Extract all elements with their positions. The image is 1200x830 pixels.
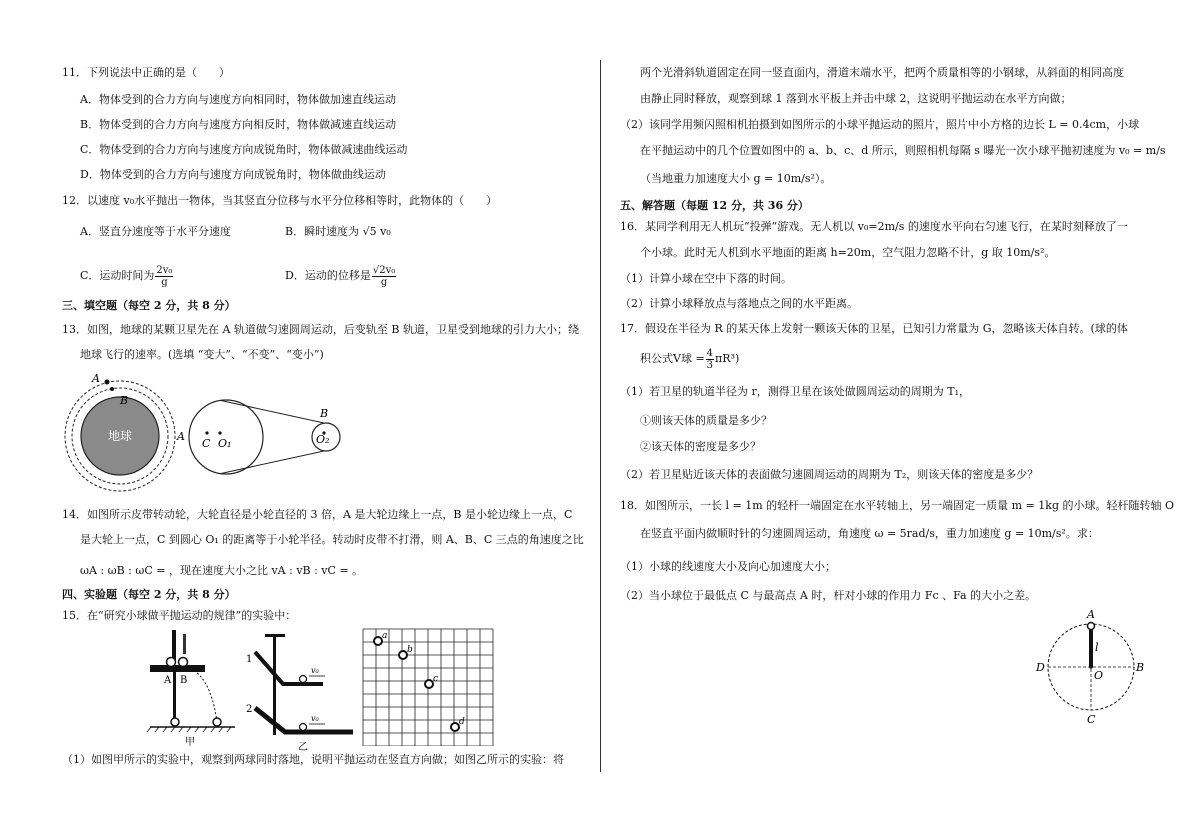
section-3-title: 三、填空题（每空 2 分，共 8 分） (62, 299, 236, 312)
satellite-b (110, 387, 114, 391)
label-o: O (1094, 669, 1104, 682)
label-d: d (459, 717, 465, 727)
label-a: A (1087, 608, 1095, 621)
belt-pulley-figure (172, 395, 352, 475)
q11-stem: 11．下列说法中正确的是（ ） (62, 66, 230, 79)
point-a (374, 637, 382, 645)
landed-a (171, 718, 179, 726)
q18-part2: （2）当小球位于最低点 C 与最高点 A 时，杆对小球的作用力 Fc 、Fa 的大小之差。 (620, 589, 1037, 602)
q17-part1a: ①则该天体的质量是多少？ (640, 414, 772, 427)
rod-circle-figure (1032, 607, 1150, 727)
q18-part1: （1）小球的线速度大小及向心加速度大小； (620, 560, 836, 573)
point-c (425, 680, 433, 688)
earth-label: 地球 (107, 429, 133, 443)
figure-jia (145, 626, 245, 751)
orbit-b-label: B (120, 394, 129, 407)
label-b: B (320, 407, 329, 420)
q15-part1: （1）如图甲所示的实验中，观察到两球同时落地，说明平抛运动在竖直方向做；如图乙所示的实验：将 (62, 753, 564, 766)
right-column (600, 0, 1200, 830)
q15-stem: 15．在“研究小球做平抛运动的规律”的实验中： (62, 609, 297, 622)
point-d (451, 723, 459, 731)
q17-part2: （2）若卫星贴近该天体的表面做匀速圆周运动的周期为 T₂，则该天体的密度是多少？ (620, 468, 1039, 481)
q14-line2: 是大轮上一点，C 到圆心 O₁ 的距离等于小轮半径。转动时皮带不打滑，则 A、B、C 三点的角速度之比 (80, 533, 584, 546)
q17-line1: 17．假设在半径为 R 的某天体上发射一颗该天体的卫星，已知引力常量为 G，忽略该天体自转。(球的体 (620, 322, 1128, 335)
label-c: C (1087, 713, 1096, 726)
q11-option-a: A．物体受到的合力方向与速度方向相同时，物体做加速直线运动 (80, 93, 396, 106)
ball-b (179, 658, 188, 667)
label-c: C (202, 437, 211, 450)
label-a: A (177, 430, 185, 443)
landed-b (213, 718, 221, 726)
belt-bottom (221, 451, 324, 474)
q13-line2: 地球飞行的速率。(选填 “变大”、“不变”、“变小”) (80, 348, 324, 361)
q12-option-c: C．运动时间为 $\frac{\text{2v₀}}{g}$ (80, 264, 173, 288)
v0-label-2: v₀ (311, 714, 319, 723)
label-a: A (164, 675, 172, 686)
label-2: 2 (246, 704, 253, 715)
clip (183, 634, 186, 654)
label-o1: O₁ (218, 437, 232, 450)
hammer-rod (172, 630, 176, 660)
label-b: b (407, 645, 413, 655)
q17-part1: （1）若卫星的轨道半径为 r，测得卫星在该处做圆周运动的周期为 T₁， (620, 385, 970, 398)
v0-label-1: v₀ (311, 666, 319, 675)
point-o1 (218, 431, 221, 434)
q12-option-d: D．运动的位移是 $\frac{\text{√2v₀}}{g}$ (285, 264, 396, 288)
q16-line1: 16．某同学利用无人机玩“投弹”游戏。无人机以 v₀=2m/s 的速度水平向右匀速飞行，在某时刻释放了一 (620, 220, 1128, 233)
grid-figure (362, 628, 496, 746)
platform (150, 665, 205, 672)
belt-top (221, 401, 324, 424)
q15-part2: （2）该同学用频闪照相机拍摄到如图所示的小球平抛运动的照片，照片中小方格的边长 L = 0.4cm，小球 (620, 118, 1140, 131)
ball (1088, 623, 1095, 630)
q18-line2: 在竖直平面内做顺时针的匀速圆周运动，角速度 ω = 5rad/s，重力加速度 g = 10m/s²。求： (640, 527, 1099, 540)
section-4-title: 四、实验题（每空 2 分，共 8 分） (62, 588, 236, 601)
q12-option-b: B．瞬时速度为 √5 v₀ (285, 225, 391, 238)
q12-stem: 12．以速度 v₀水平抛出一物体，当其竖直分位移与水平分位移相等时，此物体的（ ） (62, 194, 498, 207)
section-5-title: 五、解答题（每题 12 分，共 36 分） (620, 199, 809, 212)
satellite-a (105, 380, 110, 385)
q11-option-c: C．物体受到的合力方向与速度方向成锐角时，物体做减速曲线运动 (80, 143, 408, 156)
label-c: c (433, 674, 439, 684)
label-b: B (180, 675, 188, 686)
q15-part2-cont2: （当地重力加速度大小 g = 10m/s²）。 (640, 172, 832, 185)
pivot (1089, 665, 1093, 669)
caption-jia: 甲 (185, 737, 195, 748)
q15-part1-cont1: 两个光滑斜轨道固定在同一竖直面内，滑道末端水平，把两个质量相等的小钢球，从斜面的相同高度 (640, 66, 1124, 79)
q11-option-d: D．物体受到的合力方向与速度方向成锐角时，物体做曲线运动 (80, 168, 386, 181)
orbit-a-label: A (92, 372, 100, 385)
label-d: D (1036, 661, 1045, 674)
ball-1 (300, 676, 307, 683)
q13-line1: 13．如图，地球的某颗卫星先在 A 轨道做匀速圆周运动，后变轨至 B 轨道，卫星受到地球的引力大小；绕 (62, 323, 580, 336)
label-o2: O₂ (316, 433, 330, 446)
q14-line3: ωA : ωB : ωC = ，现在速度大小之比 vA : vB : vC = 。 (80, 564, 364, 577)
label-b: B (1136, 661, 1145, 674)
q11-option-b: B．物体受到的合力方向与速度方向相反时，物体做减速直线运动 (80, 118, 397, 131)
ball-2 (300, 724, 307, 731)
figure-yi (243, 632, 353, 754)
q12-option-a: A．竖直分速度等于水平分速度 (80, 225, 231, 238)
q16-part1: （1）计算小球在空中下落的时间。 (620, 272, 792, 285)
q17-line2: 积公式V球 = $\frac{4}{3}$ πR³) (640, 347, 740, 371)
earth-orbit-figure (62, 370, 182, 500)
q17-part1b: ②该天体的密度是多少？ (640, 440, 761, 453)
path-b (183, 666, 217, 722)
q18-line1: 18．如图所示，一长 l = 1m 的轻杆一端固定在水平转轴上，另一端固定一质量 m = 1kg 的小球。轻杆随转轴 O (620, 499, 1174, 512)
point-b (399, 651, 407, 659)
label-a: a (382, 631, 388, 641)
q16-part2: （2）计算小球释放点与落地点之间的水平距离。 (620, 297, 858, 310)
q16-line2: 个小球。此时无人机到水平地面的距离 h=20m，空气阻力忽略不计，g 取 10m/s²。 (640, 246, 1056, 259)
ball-a (167, 658, 176, 667)
q12-option-b-math: √5 v₀ (362, 225, 391, 238)
q15-part1-cont2: 由静止同时释放，观察到球 1 落到水平板上并击中球 2，这说明平抛运动在水平方向做； (640, 92, 1072, 105)
caption-yi: 乙 (298, 742, 308, 753)
label-l: l (1095, 641, 1099, 654)
q15-part2-cont1: 在平抛运动中的几个位置如图中的 a、b、c、d 所示，则照相机每隔 s 曝光一次小球平抛初速度为 v₀ = m/s (640, 144, 1166, 157)
point-c (205, 431, 208, 434)
label-1: 1 (246, 654, 253, 665)
q14-line1: 14．如图所示皮带转动轮，大轮直径是小轮直径的 3 倍，A 是大轮边缘上一点，B 是小轮边缘上一点，C (62, 508, 573, 521)
